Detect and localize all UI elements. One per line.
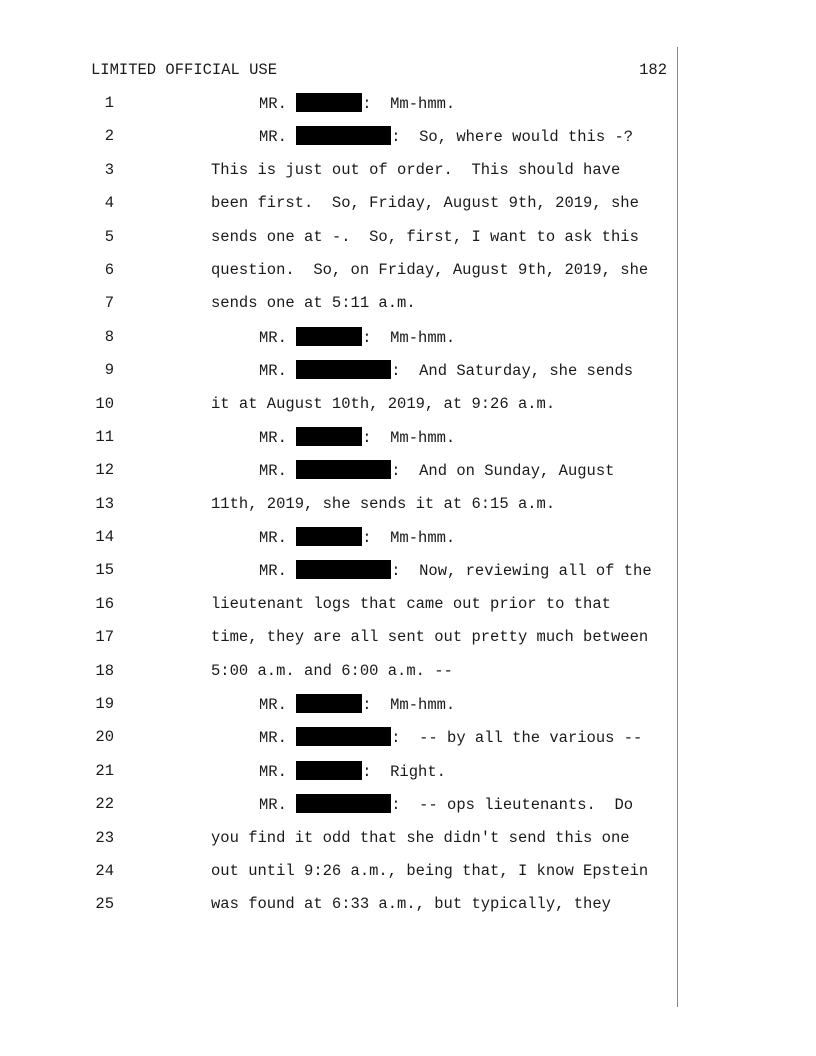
line-number: 19	[95, 695, 114, 714]
redaction-box	[296, 761, 362, 780]
transcript-line	[0, 126, 700, 159]
line-text	[211, 594, 611, 614]
line-text-start: 11th, 2019, she sends it at 6:15 a.m.	[211, 494, 556, 513]
line-text-start: MR.	[259, 729, 297, 748]
redaction-box	[296, 93, 362, 112]
line-number: 10	[95, 394, 114, 413]
line-text-end: : And on Sunday, August	[391, 462, 615, 481]
line-text	[259, 360, 633, 381]
line-text-start: been first. So, Friday, August 9th, 2019, she	[211, 194, 639, 213]
line-text-start: MR.	[259, 796, 297, 815]
line-number: 11	[95, 427, 114, 446]
line-text	[259, 93, 455, 114]
redaction-box	[296, 560, 391, 579]
transcript-line	[0, 427, 700, 460]
line-text	[259, 427, 455, 448]
line-number: 21	[95, 761, 114, 780]
line-number: 18	[95, 661, 114, 680]
line-text	[259, 527, 455, 548]
transcript-line	[0, 260, 700, 293]
redaction-box	[296, 527, 362, 546]
line-text-end: : Now, reviewing all of the	[391, 562, 652, 581]
transcript-line	[0, 193, 700, 226]
line-number: 15	[95, 561, 114, 580]
line-text-start: MR.	[259, 128, 297, 147]
transcript-line	[0, 661, 700, 694]
transcript-line	[0, 828, 700, 861]
transcript-line	[0, 794, 700, 827]
line-text-start: was found at 6:33 a.m., but typically, they	[211, 895, 611, 914]
line-number: 3	[104, 160, 114, 179]
line-number: 6	[104, 260, 114, 279]
line-text	[211, 260, 648, 280]
transcript-line	[0, 460, 700, 493]
line-number: 9	[104, 361, 114, 380]
line-number: 8	[104, 327, 114, 346]
redaction-box	[296, 327, 362, 346]
line-text-end: : So, where would this -?	[391, 128, 634, 147]
line-text-end: : Right.	[362, 762, 446, 781]
transcript-line	[0, 93, 700, 126]
line-number: 4	[104, 194, 114, 213]
line-text	[211, 160, 620, 180]
line-text-start: MR.	[259, 428, 297, 447]
line-text-start: sends one at 5:11 a.m.	[211, 294, 416, 313]
line-number: 7	[104, 294, 114, 313]
transcript-line	[0, 494, 700, 527]
redaction-box	[296, 794, 391, 813]
line-text-start: question. So, on Friday, August 9th, 2019, she	[211, 260, 649, 279]
redaction-box	[296, 360, 391, 379]
line-text	[211, 227, 639, 247]
line-number: 17	[95, 628, 114, 647]
line-text-end: : Mm-hmm.	[362, 696, 456, 715]
line-number: 2	[104, 127, 114, 146]
line-text-end: : -- by all the various --	[391, 729, 643, 748]
page-number: 182	[639, 61, 667, 79]
line-text	[259, 727, 642, 748]
line-text	[211, 627, 648, 647]
line-text	[259, 460, 614, 481]
transcript-line	[0, 560, 700, 593]
transcript-line	[0, 594, 700, 627]
transcript-line	[0, 727, 700, 760]
line-text-start: you find it odd that she didn't send this one	[211, 828, 630, 847]
line-text-end: : -- ops lieutenants. Do	[391, 796, 634, 815]
line-text	[259, 126, 633, 147]
line-text	[211, 828, 630, 848]
redaction-box	[296, 427, 362, 446]
transcript-line	[0, 160, 700, 193]
line-number: 24	[95, 861, 114, 880]
line-text-start: MR.	[259, 328, 297, 347]
redaction-box	[296, 460, 391, 479]
line-text-start: out until 9:26 a.m., being that, I know Epstein	[211, 861, 649, 880]
line-text	[259, 694, 455, 715]
line-text-end: : Mm-hmm.	[362, 95, 456, 113]
line-text	[259, 761, 446, 782]
transcript-line	[0, 360, 700, 393]
line-text	[211, 894, 611, 914]
redaction-box	[296, 694, 362, 713]
line-text-end: : Mm-hmm.	[362, 529, 456, 548]
line-number: 5	[104, 227, 114, 246]
transcript-line	[0, 327, 700, 360]
transcript-line	[0, 227, 700, 260]
line-text-start: This is just out of order. This should have	[211, 160, 621, 179]
line-text-end: : Mm-hmm.	[362, 428, 456, 447]
line-text-start: lieutenant logs that came out prior to that	[211, 594, 611, 613]
transcript-line	[0, 861, 700, 894]
line-text	[259, 794, 633, 815]
transcript-line	[0, 894, 700, 927]
line-text-start: MR.	[259, 696, 297, 715]
line-number: 23	[95, 828, 114, 847]
line-text-start: MR.	[259, 529, 297, 548]
transcript-line	[0, 527, 700, 560]
line-number: 22	[95, 795, 114, 814]
transcript-line	[0, 761, 700, 794]
line-text-end: : And Saturday, she sends	[391, 362, 634, 381]
line-text-start: time, they are all sent out pretty much between	[211, 628, 649, 647]
line-text-start: MR.	[259, 762, 297, 781]
classification-marking: LIMITED OFFICIAL USE	[91, 61, 278, 79]
line-text	[211, 661, 453, 681]
transcript-line	[0, 293, 700, 326]
redaction-box	[296, 126, 391, 145]
line-text	[211, 861, 648, 881]
line-text-start: sends one at -. So, first, I want to ask this	[211, 227, 639, 246]
line-text	[211, 494, 555, 514]
line-text-start: MR.	[259, 95, 297, 113]
line-number: 20	[95, 728, 114, 747]
transcript-line	[0, 394, 700, 427]
line-number: 12	[95, 461, 114, 480]
line-text	[259, 560, 652, 581]
line-text	[259, 327, 455, 348]
line-text-start: MR.	[259, 362, 297, 381]
line-number: 13	[95, 494, 114, 513]
line-text-start: MR.	[259, 462, 297, 481]
line-text-start: MR.	[259, 562, 297, 581]
line-text	[211, 193, 639, 213]
transcript-body	[0, 93, 700, 928]
page-header	[91, 61, 667, 81]
line-text-start: it at August 10th, 2019, at 9:26 a.m.	[211, 394, 556, 413]
redaction-box	[296, 727, 391, 746]
line-text-end: : Mm-hmm.	[362, 328, 456, 347]
transcript-line	[0, 694, 700, 727]
line-number: 25	[95, 895, 114, 914]
line-number: 1	[104, 94, 114, 112]
line-number: 14	[95, 528, 114, 547]
line-text	[211, 293, 416, 313]
transcript-line	[0, 627, 700, 660]
line-text	[211, 394, 555, 414]
line-number: 16	[95, 594, 114, 613]
line-text-start: 5:00 a.m. and 6:00 a.m. --	[211, 661, 453, 680]
